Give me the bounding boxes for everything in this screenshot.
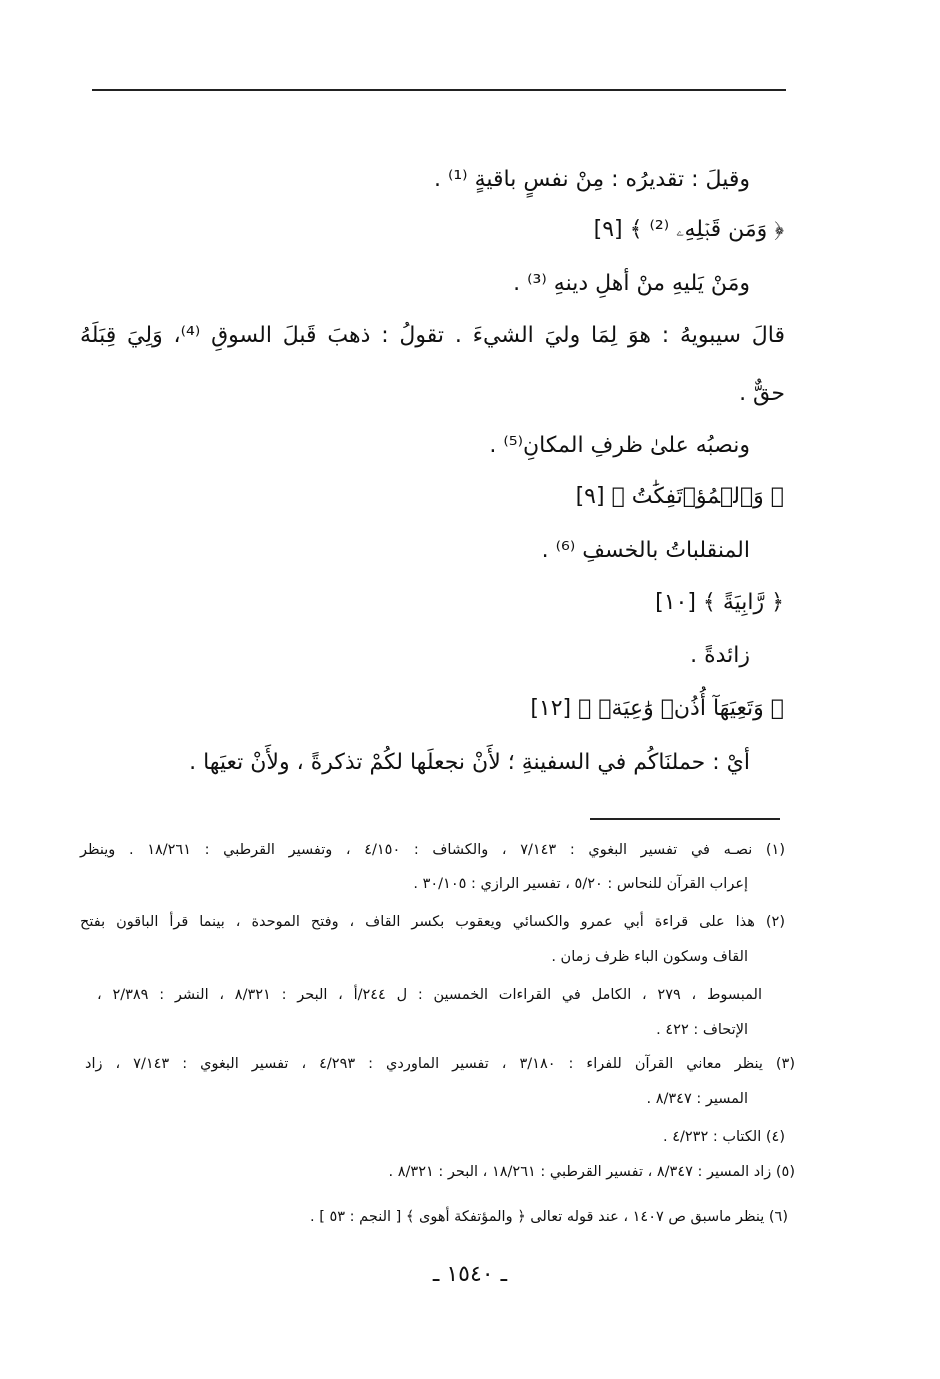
footnote-line: (٣) ينظر معاني القرآن للفراء : ٣/١٨٠ ، تفسير الماوردي : ٤/٢٩٣ ، تفسير البغوي : ٧/١٤٣ ، زاد <box>85 1056 796 1072</box>
footnote-line: المسير : ٨/٣٤٧ . <box>646 1091 748 1107</box>
verse-line: ﴿ رَّابِيَةً ﴾ [١٠] <box>655 590 784 615</box>
text-line: حقٌّ . <box>739 381 785 406</box>
footnote-separator <box>590 818 780 820</box>
footnote-line: القاف وسكون الباء ظرف زمان . <box>551 949 748 965</box>
footnote-line: (٦) ينظر ماسبق ص ١٤٠٧ ، عند قوله تعالى ﴿ والمؤتفكة أهوى ﴾ [ النجم : ٥٣ ] . <box>310 1209 788 1225</box>
text-line: قالَ سيبويهُ : هوَ لِمَا وليَ الشيءَ . تقولُ : ذهبَ قَبلَ السوقِ ⁽⁴⁾، وَلِيَ قِبَلَهُ <box>80 323 785 348</box>
footnote-line: (٥) زاد المسير : ٨/٣٤٧ ، تفسير القرطبي : ١٨/٢٦١ ، البحر : ٨/٣٢١ . <box>388 1164 795 1180</box>
footnote-line: الإتحاف : ٤٢٢ . <box>656 1022 748 1038</box>
text-line: وقيلَ : تقديرُه : مِنْ نفسٍ باقيةٍ ⁽¹⁾ . <box>433 167 750 192</box>
footnote-line: (٢) هذا على قراءة أبي عمرو والكسائي ويعقوب بكسر القاف ، وفتح الموحدة ، بينما قرأ الباقون بفتح <box>80 914 785 930</box>
verse-line: ﴿ وَمَن قَبۡلِهِۦ ⁽²⁾ ﴾ [٩] <box>593 217 784 242</box>
footnote-line: (١) نصـه في تفسير البغوي : ٧/١٤٣ ، والكشاف : ٤/١٥٠ ، وتفسير القرطبي : ١٨/٢٦١ . وينظر <box>80 842 786 858</box>
text-line: زائدةً . <box>690 643 750 668</box>
footnote-line: المبسوط ، ٢٧٩ ، الكامل في القراءات الخمسين : ل ٢٤٤/أ ، البحر : ٨/٣٢١ ، النشر : ٢/٣٨٩ ، <box>97 987 762 1003</box>
verse-line: ﴿ وَتَعِيَهَآ أُذُنٞ وَٰعِيَةٞ ﴾ [١٢] <box>530 696 784 721</box>
page-number: ـ ١٥٤٠ ـ <box>432 1262 508 1287</box>
text-line: ومَنْ يَليهِ منْ أهلِ دينهِ ⁽³⁾ . <box>513 271 750 296</box>
text-line: أيْ : حملنَاكُم في السفينةِ ؛ لأَنْ نجعلَها لكُمْ تذكرةً ، ولأَنْ تعيَها . <box>189 750 750 775</box>
footnote-line: إعراب القرآن للنحاس : ٥/٢٠ ، تفسير الرازي : ٣٠/١٠٥ . <box>413 876 748 892</box>
footnote-line: (٤) الكتاب : ٤/٢٣٢ . <box>662 1129 785 1145</box>
text-line: ونصبُه علىٰ ظرفِ المكانِ⁽⁵⁾ . <box>489 433 750 458</box>
header-rule <box>92 89 786 91</box>
verse-line: ﴿ وَٱلۡمُؤۡتَفِكَٰتُ ﴾ [٩] <box>575 484 784 509</box>
text-line: المنقلباتُ بالخسفِ ⁽⁶⁾ . <box>541 538 750 563</box>
